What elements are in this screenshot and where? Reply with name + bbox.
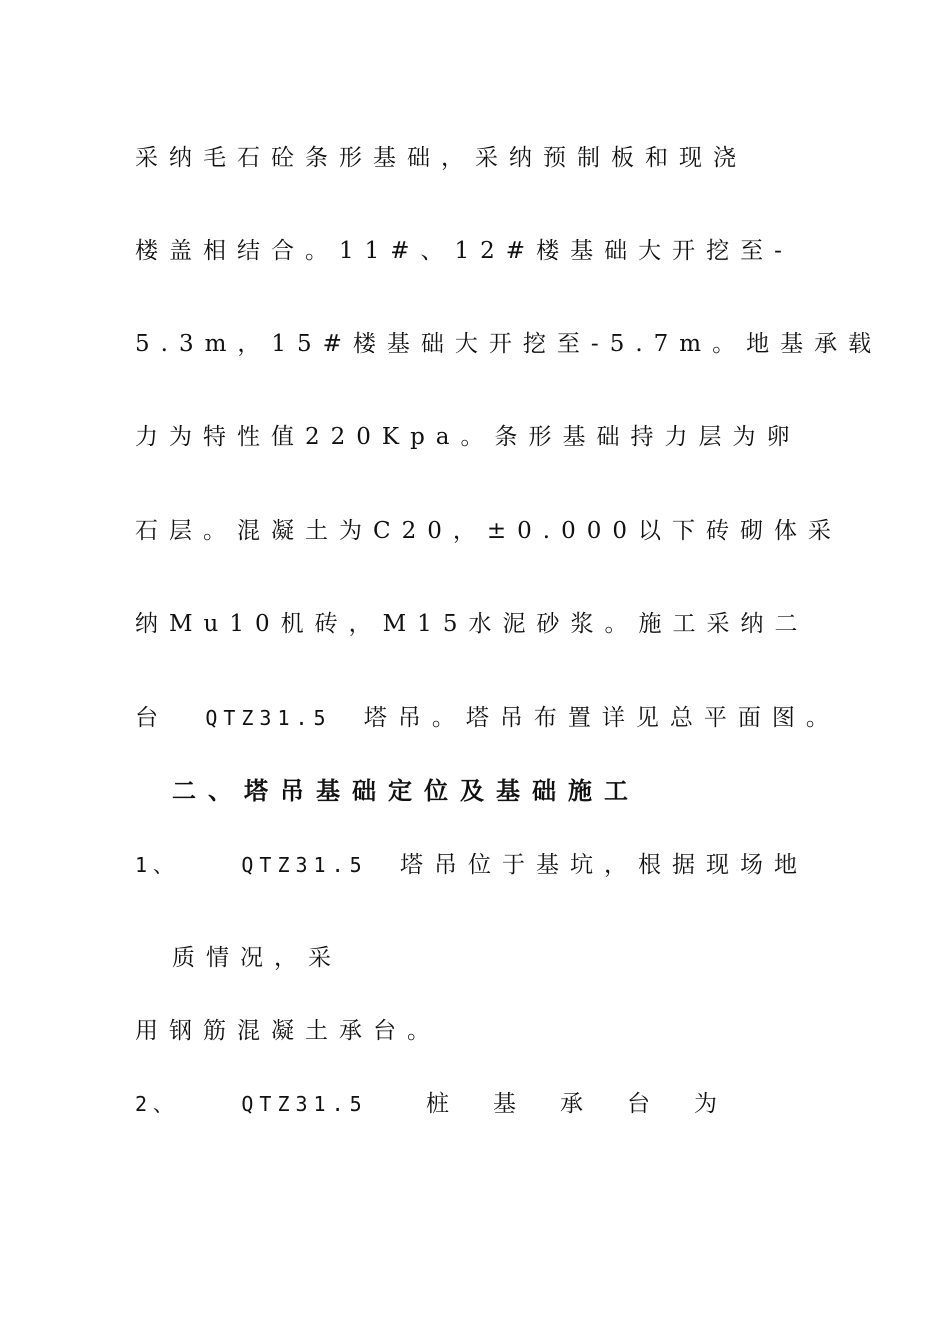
item1-continuation: 质情况，采 [172, 945, 342, 971]
item2-text: 桩基承台为 [425, 1091, 761, 1117]
paragraph-line-1: 采纳毛石砼条形基础，采纳预制板和现浇 [135, 145, 747, 171]
item1-number: 1、 [135, 853, 180, 877]
item-1 [135, 850, 808, 880]
item2-model: QTZ31.5 [241, 1092, 368, 1116]
paragraph-line-7 [135, 703, 840, 733]
paragraph-line-5: 石层。混凝土为C20，±0.000以下砖砌体采 [135, 518, 842, 544]
item2-number: 2、 [135, 1092, 180, 1116]
item1-continuation-2: 用钢筋混凝土承台。 [135, 1018, 441, 1044]
paragraph-line-4: 力为特性值220Kpa。条形基础持力层为卵 [135, 424, 801, 450]
paragraph-line-2: 楼盖相结合。11#、12#楼基础大开挖至- [135, 238, 793, 264]
item1-model: QTZ31.5 [241, 853, 368, 877]
item-2 [135, 1089, 761, 1119]
item1-text: 塔吊位于基坑，根据现场地 [399, 852, 808, 878]
line7-suffix: 塔吊。塔吊布置详见总平面图。 [363, 705, 840, 731]
paragraph-line-3: 5.3m，15#楼基础大开挖至-5.7m。地基承载 [135, 331, 883, 357]
paragraph-line-6: 纳Mu10机砖，M15水泥砂浆。施工采纳二 [135, 611, 809, 637]
line7-model: QTZ31.5 [205, 706, 332, 730]
section-heading: 二、塔吊基础定位及基础施工 [172, 776, 640, 805]
line7-prefix: 台 [135, 705, 169, 731]
